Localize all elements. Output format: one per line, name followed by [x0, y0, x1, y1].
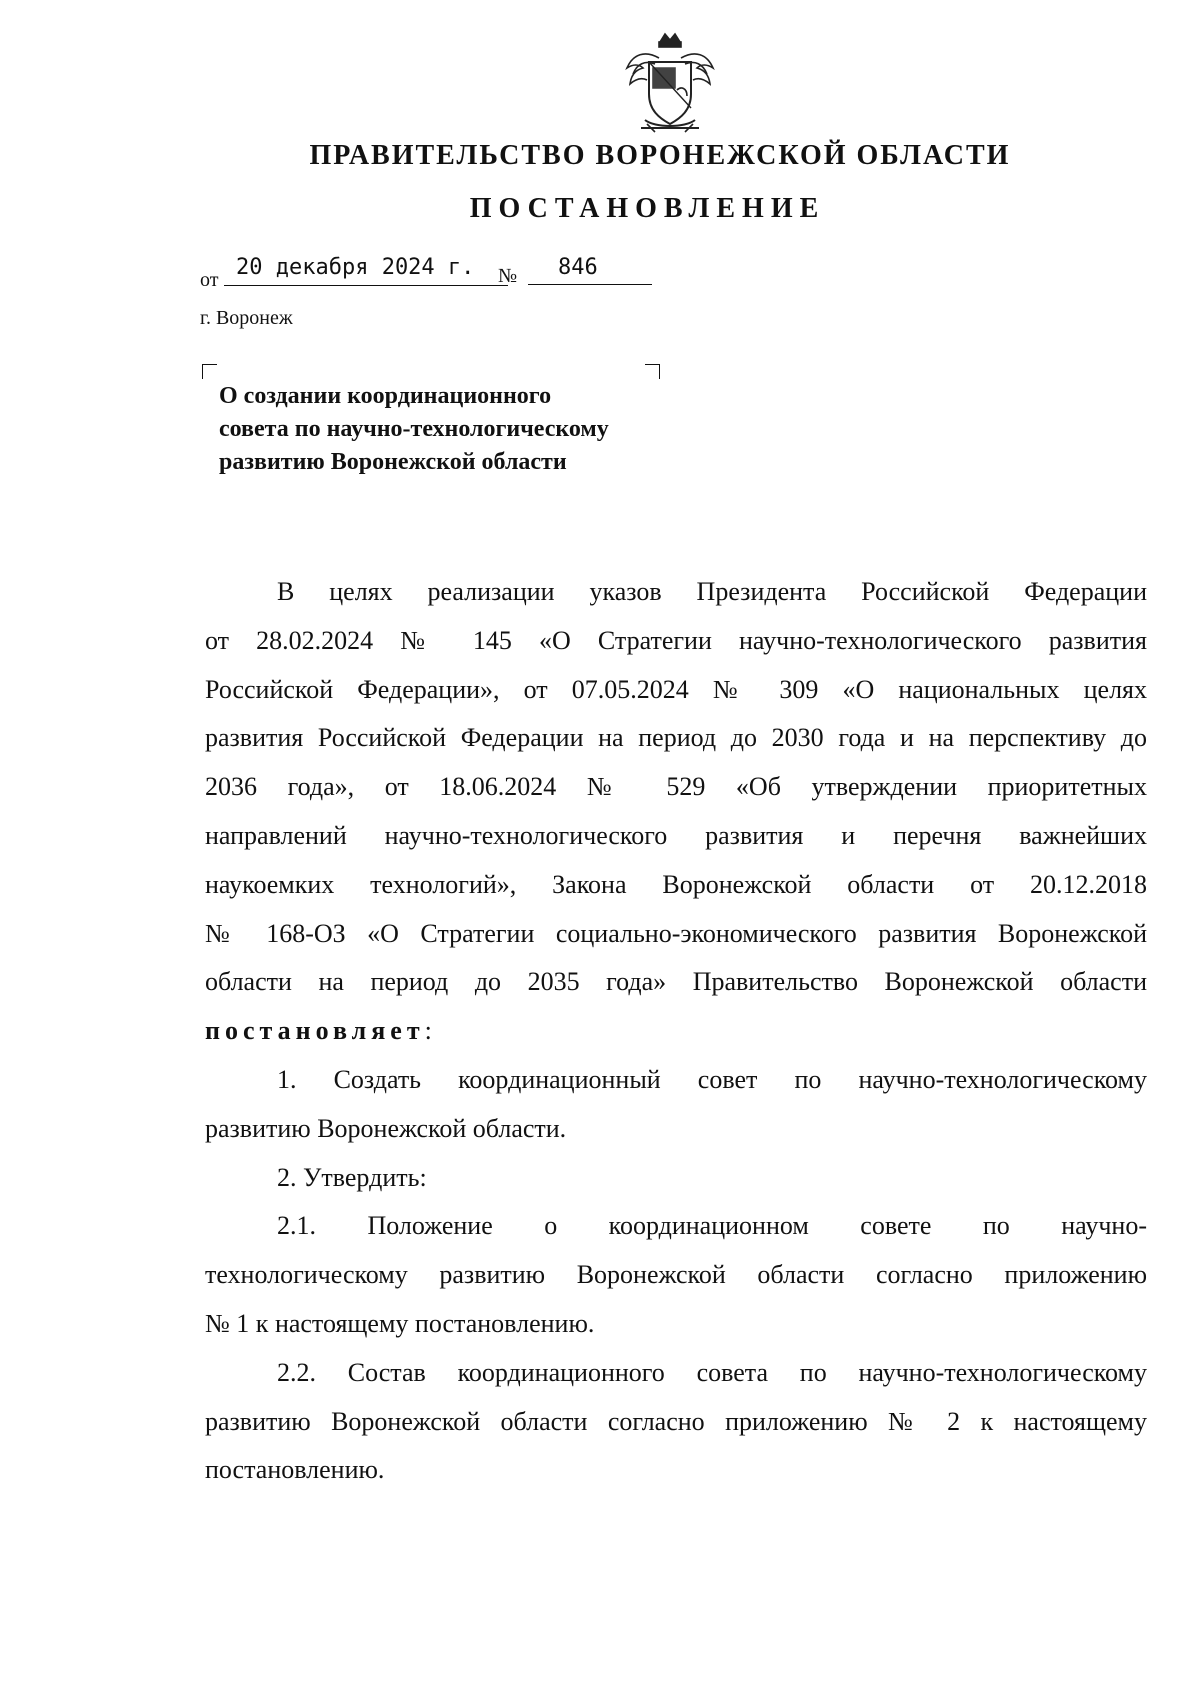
- body-line: от 28.02.2024 № 145 «О Стратегии научно-технологического развития: [205, 625, 1147, 655]
- document-body: [205, 568, 1147, 1495]
- document-number: 846: [528, 255, 652, 285]
- body-line: Российской Федерации», от 07.05.2024 № 309 «О национальных целях: [205, 674, 1147, 704]
- body-line: области на период до 2035 года» Правительство Воронежской области: [205, 967, 1147, 997]
- subject-bracket-right: [645, 364, 660, 379]
- decrees-word: постановляет: [205, 1016, 425, 1046]
- subject-line: совета по научно-технологическому: [219, 416, 609, 442]
- body-line: технологическому развитию Воронежской области согласно приложению: [205, 1260, 1147, 1290]
- body-line: 2. Утвердить:: [277, 1162, 427, 1192]
- number-prefix: №: [498, 265, 518, 287]
- body-line: 2036 года», от 18.06.2024 № 529 «Об утверждении приоритетных: [205, 772, 1147, 802]
- government-title: ПРАВИТЕЛЬСТВО ВОРОНЕЖСКОЙ ОБЛАСТИ: [309, 140, 1011, 171]
- decrees-line: [205, 1007, 1147, 1056]
- document-type: ПОСТАНОВЛЕНИЕ: [469, 193, 826, 224]
- decrees-colon: :: [424, 1016, 432, 1046]
- body-line: 2.2. Состав координационного совета по научно-технологическому: [277, 1357, 1147, 1387]
- body-line: В целях реализации указов Президента Российской Федерации: [277, 577, 1147, 606]
- body-line: № 1 к настоящему постановлению.: [205, 1308, 595, 1338]
- body-line: направлений научно-технологического развития и перечня важнейших: [205, 820, 1147, 850]
- body-line: № 168-ОЗ «О Стратегии социально-экономического развития Воронежской: [205, 918, 1147, 948]
- body-line: наукоемких технологий», Закона Воронежской области от 20.12.2018: [205, 869, 1147, 899]
- body-line: постановлению.: [205, 1455, 385, 1485]
- body-line: 1. Создать координационный совет по научно-технологическому: [277, 1064, 1147, 1094]
- city: г. Воронеж: [200, 307, 293, 329]
- subject-line: развитию Воронежской области: [219, 449, 567, 475]
- body-line: развитию Воронежской области согласно приложению № 2 к настоящему: [205, 1406, 1147, 1436]
- document-requisites: [200, 255, 680, 295]
- subject-bracket-left: [202, 364, 217, 379]
- date-prefix: от: [200, 269, 219, 291]
- document-subject: [219, 380, 689, 479]
- document-date: 20 декабря 2024 г.: [224, 255, 508, 286]
- coat-of-arms-icon: [615, 28, 725, 138]
- subject-line: О создании координационного: [219, 383, 552, 409]
- body-line: 2.1. Положение о координационном совете по научно-: [277, 1211, 1147, 1241]
- body-line: развития Российской Федерации на период до 2030 года и на перспективу до: [205, 723, 1147, 753]
- body-line: развитию Воронежской области.: [205, 1113, 567, 1143]
